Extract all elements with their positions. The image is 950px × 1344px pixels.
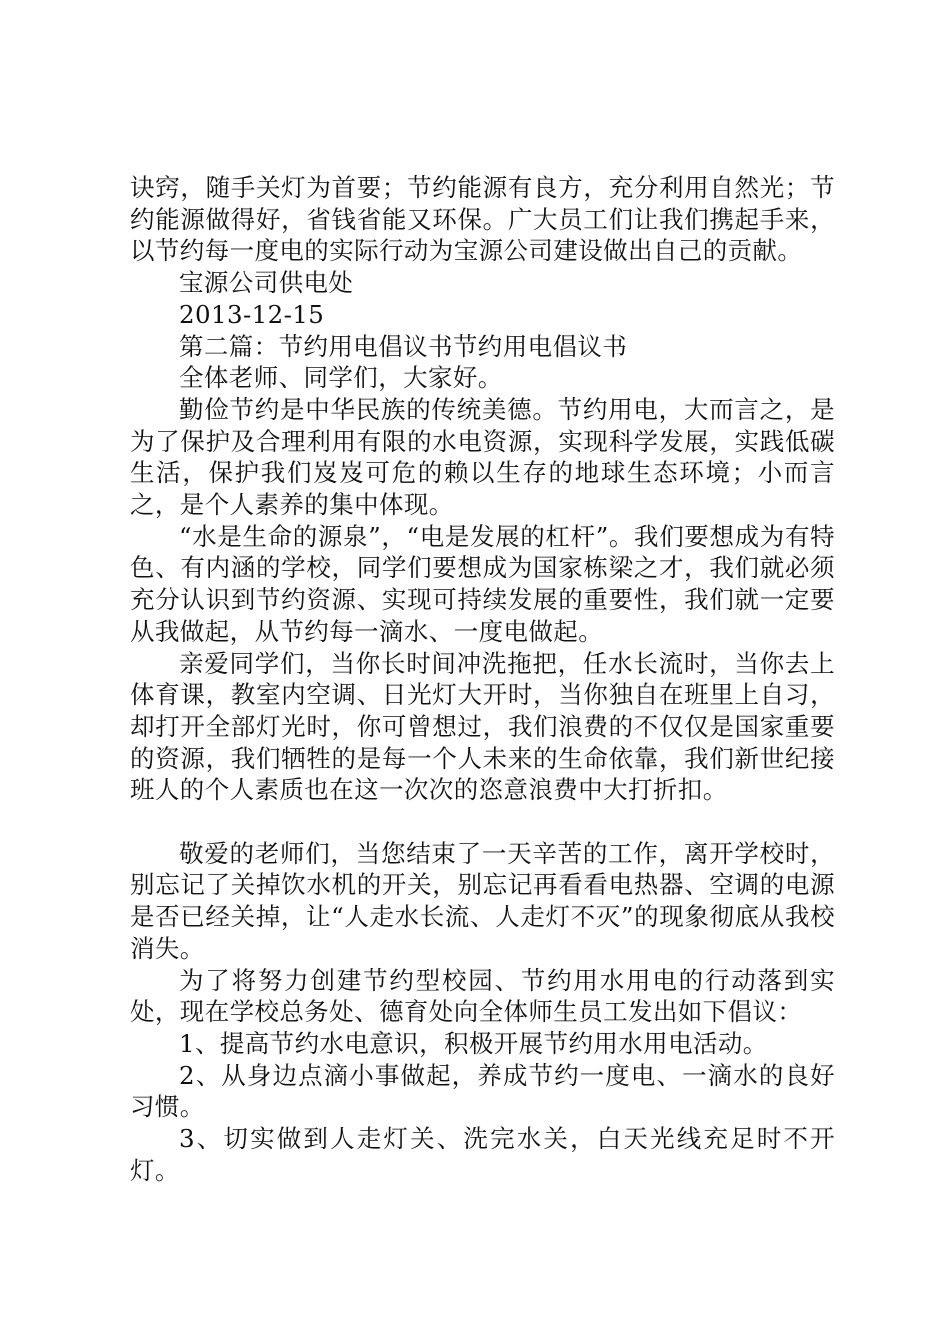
paragraph-initiative-intro: 为了将努力创建节约型校园、节约用水用电的行动落到实处，现在学校总务处、德育处向全体师生员工发出如下倡议： [130,965,835,1027]
list-item-3: 3、切实做到人走灯关、洗完水关，白天光线充足时不开灯。 [130,1124,835,1185]
salutation: 全体老师、同学们，大家好。 [179,363,503,393]
paragraph-spacer [130,806,835,838]
list-item-1: 1、提高节约水电意识，积极开展节约用水用电活动。 [179,1028,768,1058]
paragraph-students: 亲爱同学们，当你长时间冲洗拖把，任水长流时，当你去上体育课，教室内空调、日光灯大开时，当你独自在班里上自习，却打开全部灯光时，你可曾想过，我们浪费的不仅仅是国家重要的资源，我们牺牲的是每一个人未来的生命依靠，我们新世纪接班人的个人素质也在这一次次的恣意浪费中大打折扣。 [130,648,835,805]
paragraph-closing-text: 诀窍，随手关灯为首要；节约能源有良方，充分利用自然光；节约能源做得好，省钱省能又环保。广大员工们让我们携起手来，以节约每一度电的实际行动为宝源公司建设做出自己的贡献。 [130,173,835,266]
signature-line: 宝源公司供电处 [179,268,354,298]
section-title: 第二篇：节约用电倡议书节约用电倡议书 [179,331,628,361]
list-item-2: 2、从身边点滴小事做起，养成节约一度电、一滴水的良好习惯。 [130,1060,835,1122]
paragraph-teachers: 敬爱的老师们，当您结束了一天辛苦的工作，离开学校时，别忘记了关掉饮水机的开关，别忘记再看看电热器、空调的电源是否已经关掉，让“人走水长流、人走灯不灭”的现象彻底从我校消失。 [130,838,835,963]
document-body [130,172,835,1186]
paragraph-virtue: 勤俭节约是中华民族的传统美德。节约用电，大而言之，是为了保护及合理利用有限的水电资源，实现科学发展，实践低碳生活，保护我们岌岌可危的赖以生存的地球生态环境；小而言之，是个人素养的集中体现。 [130,394,835,520]
date-line: 2013-12-15 [179,299,325,329]
paragraph-water-electricity: “水是生命的源泉”，“电是发展的杠杆”。我们要想成为有特色、有内涵的学校，同学们要想成为国家栋梁之才，我们就必须充分认识到节约资源、实现可持续发展的重要性，我们就一定要从我做起，从节约每一滴水、一度电做起。 [130,521,835,646]
